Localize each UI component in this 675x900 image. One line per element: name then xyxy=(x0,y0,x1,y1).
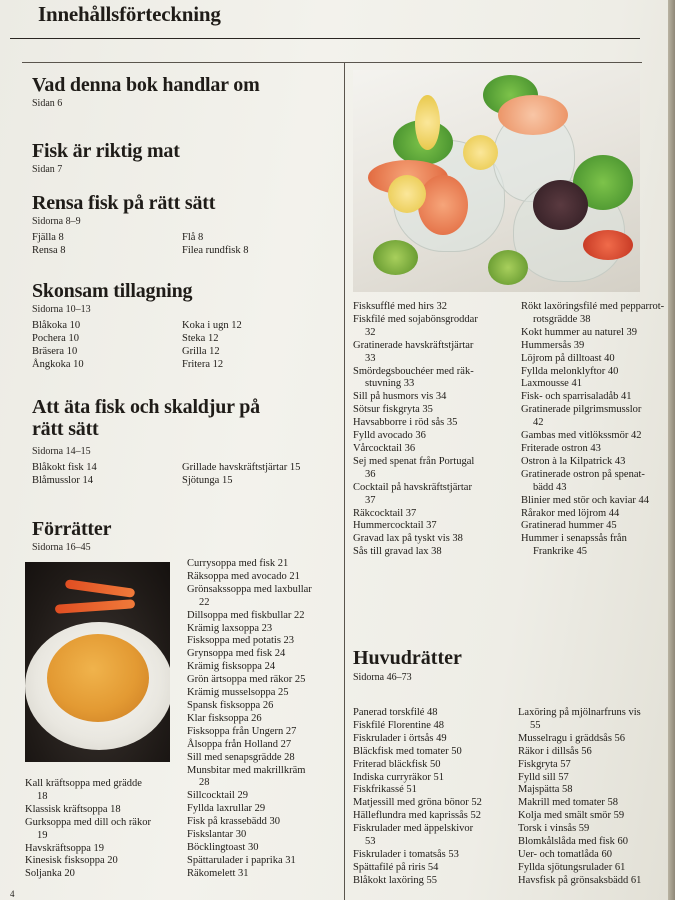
list-item: Soljanka 20 xyxy=(25,868,75,880)
list-item: Pochera 10 xyxy=(32,333,79,344)
list-item: 18 xyxy=(37,790,48,802)
list-item: Ålsoppa från Holland 27 xyxy=(187,738,292,750)
section-eating xyxy=(32,396,337,487)
page-title: Innehållsförteckning xyxy=(38,2,221,26)
section-pages: Sidorna 16–45 xyxy=(32,542,91,553)
list-item: rotsgrädde 38 xyxy=(533,313,591,325)
list-item: Blåmusslor 14 xyxy=(32,475,93,486)
list-item: Löjrom på dilltoast 40 xyxy=(521,352,615,364)
entry-list xyxy=(32,231,182,257)
list-item: 55 xyxy=(530,719,541,731)
list-item: Kolja med smält smör 59 xyxy=(518,810,625,822)
list-item: 37 xyxy=(365,494,376,506)
list-item: Uer- och tomatlåda 60 xyxy=(518,848,612,860)
section-title: Rensa fisk på rätt sätt xyxy=(32,192,216,214)
list-item: Krämig fisksoppa 24 xyxy=(187,661,276,673)
list-item: Blinier med stör och kaviar 44 xyxy=(521,494,650,506)
list-item: Havskräftsoppa 19 xyxy=(25,842,105,854)
starters-list-column-4 xyxy=(521,301,664,559)
list-item: Fisksoppa från Ungern 27 xyxy=(187,725,297,737)
main-courses-pages: Sidorna 46–73 xyxy=(353,672,412,683)
lime-image xyxy=(488,250,528,285)
list-item: Bräsera 10 xyxy=(32,346,78,357)
column-divider xyxy=(344,62,345,900)
section-title: Vad denna bok handlar om xyxy=(32,74,260,96)
list-item: Kall kräftsoppa med grädde xyxy=(25,778,142,789)
list-item: Grynsoppa med fisk 24 xyxy=(187,648,286,660)
list-item: stuvning 33 xyxy=(365,378,415,390)
list-item: 22 xyxy=(199,596,210,608)
list-item: Laxmousse 41 xyxy=(521,378,582,390)
list-item: Räkcocktail 37 xyxy=(353,507,417,519)
list-item: Fylld avocado 36 xyxy=(353,430,426,442)
list-item: Cocktail på havskräftstjärtar xyxy=(353,481,472,493)
section-pages: Sidorna 14–15 xyxy=(32,446,91,457)
list-item: Fyllda melonklyftor 40 xyxy=(521,365,619,377)
section-intro xyxy=(32,74,337,109)
list-item: Fiskfilé Florentine 48 xyxy=(353,719,444,731)
list-item: Gratinerade ostron på spenat- xyxy=(521,468,645,480)
section-title-line2: rätt sätt xyxy=(32,418,99,440)
list-item: Sjötunga 15 xyxy=(182,475,233,486)
entry-list xyxy=(182,461,300,487)
list-item: Sill på husmors vis 34 xyxy=(353,391,447,403)
list-item: Fiskfilé med sojabönsgroddar xyxy=(353,313,478,325)
list-item: Fiskrulader med äppelskivor xyxy=(353,823,474,835)
list-item: Dillsoppa med fiskbullar 22 xyxy=(187,609,305,621)
list-item: Klar fisksoppa 26 xyxy=(187,712,262,724)
list-item: Bläckfisk med tomater 50 xyxy=(353,745,462,757)
list-item: Fisk på krassebädd 30 xyxy=(187,816,281,828)
list-item: Spansk fisksoppa 26 xyxy=(187,699,274,711)
list-item: Gambas med vitlökssmör 42 xyxy=(521,430,642,442)
list-item: Ostron à la Kilpatrick 43 xyxy=(521,455,626,467)
entry-list xyxy=(32,461,182,487)
list-item: Böcklingtoast 30 xyxy=(187,841,259,853)
entry-list xyxy=(182,231,249,257)
list-item: Fritera 12 xyxy=(182,359,224,370)
list-item: Blåkokt laxöring 55 xyxy=(353,874,437,886)
section-title: Skonsam tillagning xyxy=(32,280,193,302)
list-item: Hälleflundra med kaprissås 52 xyxy=(353,810,482,822)
list-item: Fiskrulader i örtsås 49 xyxy=(353,732,447,744)
list-item: Räksoppa med avocado 21 xyxy=(187,570,300,582)
main-courses-title: Huvudrätter xyxy=(353,647,462,669)
list-item: Gurksoppa med dill och räkor xyxy=(25,816,151,828)
lime-image xyxy=(373,240,418,275)
lemon-image xyxy=(415,95,440,150)
list-item: Fisksufflé med hirs 32 xyxy=(353,301,448,312)
list-item: Kokt hummer au naturel 39 xyxy=(521,326,638,338)
list-item: Blåkoka 10 xyxy=(32,320,81,331)
list-item: Hummersås 39 xyxy=(521,339,585,351)
list-item: Friterad bläckfisk 50 xyxy=(353,758,441,770)
lettuce-image xyxy=(533,180,588,230)
list-item: Fylld sill 57 xyxy=(518,771,569,783)
list-item: Rökt laxöringsfilé med pepparrot- xyxy=(521,301,665,312)
list-item: Majspätta 58 xyxy=(518,784,573,796)
next-page-edge xyxy=(668,0,675,900)
list-item: Fiskfrikassé 51 xyxy=(353,784,417,796)
list-item: Spättafilé på riris 54 xyxy=(353,861,439,873)
list-item: Havsabborre i röd sås 35 xyxy=(353,417,458,429)
list-item: Hummer i senapssås från xyxy=(521,533,627,545)
entry-columns xyxy=(32,231,337,257)
list-item: Fiskrulader i tomatsås 53 xyxy=(353,848,459,860)
list-item: Gratinerade pilgrimsmusslor xyxy=(521,404,642,416)
section-title-line1: Att äta fisk och skaldjur på xyxy=(32,396,260,418)
list-item: Filea rundfisk 8 xyxy=(182,245,249,256)
list-item: Makrill med tomater 58 xyxy=(518,797,619,809)
list-item: Grönsakssoppa med laxbullar xyxy=(187,583,312,595)
shrimp-image xyxy=(498,95,568,135)
list-item: Sill med senapsgrädde 28 xyxy=(187,751,295,763)
section-pages: Sidan 7 xyxy=(32,164,63,175)
starters-list-column-3 xyxy=(353,301,478,559)
list-item: Ångkoka 10 xyxy=(32,359,84,370)
section-title: Fisk är riktig mat xyxy=(32,140,180,162)
list-item: Rårakor med löjrom 44 xyxy=(521,507,620,519)
list-item: 19 xyxy=(37,829,48,841)
list-item: Spättarulader i paprika 31 xyxy=(187,854,296,866)
header-divider xyxy=(10,38,640,39)
section-cleaning xyxy=(32,192,337,257)
list-item: Flå 8 xyxy=(182,232,204,243)
list-item: Fisksoppa med potatis 23 xyxy=(187,635,295,647)
list-item: bädd 43 xyxy=(533,481,567,493)
list-item: Krämig laxsoppa 23 xyxy=(187,622,273,634)
list-item: Havsfisk på grönsaksbädd 61 xyxy=(518,874,642,886)
list-item: Sötsur fiskgryta 35 xyxy=(353,404,433,416)
page-number: 4 xyxy=(10,889,15,899)
list-item: Gratinerade havskräftstjärtar xyxy=(353,339,474,351)
list-item: 33 xyxy=(365,352,376,364)
section-gentle-cooking xyxy=(32,280,337,371)
list-item: Sillcocktail 29 xyxy=(187,790,248,802)
list-item: Grilla 12 xyxy=(182,346,220,357)
entry-columns xyxy=(32,461,337,487)
list-item: Torsk i vinsås 59 xyxy=(518,823,590,835)
list-item: Hummercocktail 37 xyxy=(353,520,437,532)
list-item: Fyllda sjötungsrulader 61 xyxy=(518,861,626,873)
list-item: Fiskslantar 30 xyxy=(187,829,247,841)
list-item: Klassisk kräftsoppa 18 xyxy=(25,803,121,815)
section-pages: Sidorna 10–13 xyxy=(32,304,91,315)
list-item: Koka i ugn 12 xyxy=(182,320,242,331)
lemon-image xyxy=(463,135,498,170)
carrot-image xyxy=(55,599,135,614)
list-item: Räkomelett 31 xyxy=(187,867,249,879)
list-item: Blåkokt fisk 14 xyxy=(32,462,97,473)
list-item: Sej med spenat från Portugal xyxy=(353,455,475,467)
list-item: Fiskgryta 57 xyxy=(518,758,571,770)
list-item: Laxöring på mjölnarfruns vis xyxy=(518,707,641,718)
list-item: Friterade ostron 43 xyxy=(521,442,601,454)
list-item: Gratinerad hummer 45 xyxy=(521,520,617,532)
starters-list-under-photo xyxy=(25,778,151,881)
list-item: Sås till gravad lax 38 xyxy=(353,546,442,558)
list-item: Panerad torskfilé 48 xyxy=(353,707,438,718)
list-item: Smördegsbouchéer med räk- xyxy=(353,365,474,377)
section-starters xyxy=(32,518,337,553)
lemon-image xyxy=(388,175,426,213)
soup-photo xyxy=(25,562,170,762)
section-title: Förrätter xyxy=(32,518,112,540)
list-item: Musselragu i gräddsås 56 xyxy=(518,732,626,744)
list-item: Blomkålslåda med fisk 60 xyxy=(518,836,628,848)
list-item: Räkor i dillsås 56 xyxy=(518,745,592,757)
main-courses-list-a xyxy=(353,707,482,888)
section-pages: Sidan 6 xyxy=(32,98,63,109)
list-item: Frankrike 45 xyxy=(533,546,587,558)
list-item: Fjälla 8 xyxy=(32,232,64,243)
section-pages: Sidorna 8–9 xyxy=(32,216,81,227)
starters-list-column-2 xyxy=(187,558,312,881)
list-item: Munsbitar med makrillkräm xyxy=(187,764,306,776)
entry-columns xyxy=(32,319,337,371)
section-fish-food xyxy=(32,140,337,175)
list-item: Matjessill med gröna bönor 52 xyxy=(353,797,482,809)
list-item: Grillade havskräftstjärtar 15 xyxy=(182,462,301,473)
list-item: Vårcocktail 36 xyxy=(353,442,416,454)
content-top-divider xyxy=(22,62,642,63)
list-item: Fyllda laxrullar 29 xyxy=(187,803,266,815)
list-item: Kinesisk fisksoppa 20 xyxy=(25,855,118,867)
list-item: 53 xyxy=(365,836,376,848)
main-courses-list-b xyxy=(518,707,641,888)
list-item: Gravad lax på tyskt vis 38 xyxy=(353,533,463,545)
list-item: Steka 12 xyxy=(182,333,219,344)
seafood-cocktail-photo xyxy=(353,70,640,292)
list-item: Krämig musselsoppa 25 xyxy=(187,687,289,699)
list-item: Indiska curryräkor 51 xyxy=(353,771,444,783)
list-item: Fisk- och sparrisaladåb 41 xyxy=(521,391,632,403)
carrot-image xyxy=(65,579,136,598)
list-item: Grön ärtsoppa med räkor 25 xyxy=(187,674,306,686)
pepper-image xyxy=(583,230,633,260)
list-item: 28 xyxy=(199,777,210,789)
list-item: Rensa 8 xyxy=(32,245,66,256)
shrimp-image xyxy=(418,175,468,235)
entry-list xyxy=(32,319,182,371)
list-item: Currysoppa med fisk 21 xyxy=(187,558,289,569)
list-item: 36 xyxy=(365,468,376,480)
list-item: 32 xyxy=(365,326,376,338)
entry-list xyxy=(182,319,242,371)
soup-image xyxy=(47,634,149,722)
list-item: 42 xyxy=(533,417,544,429)
